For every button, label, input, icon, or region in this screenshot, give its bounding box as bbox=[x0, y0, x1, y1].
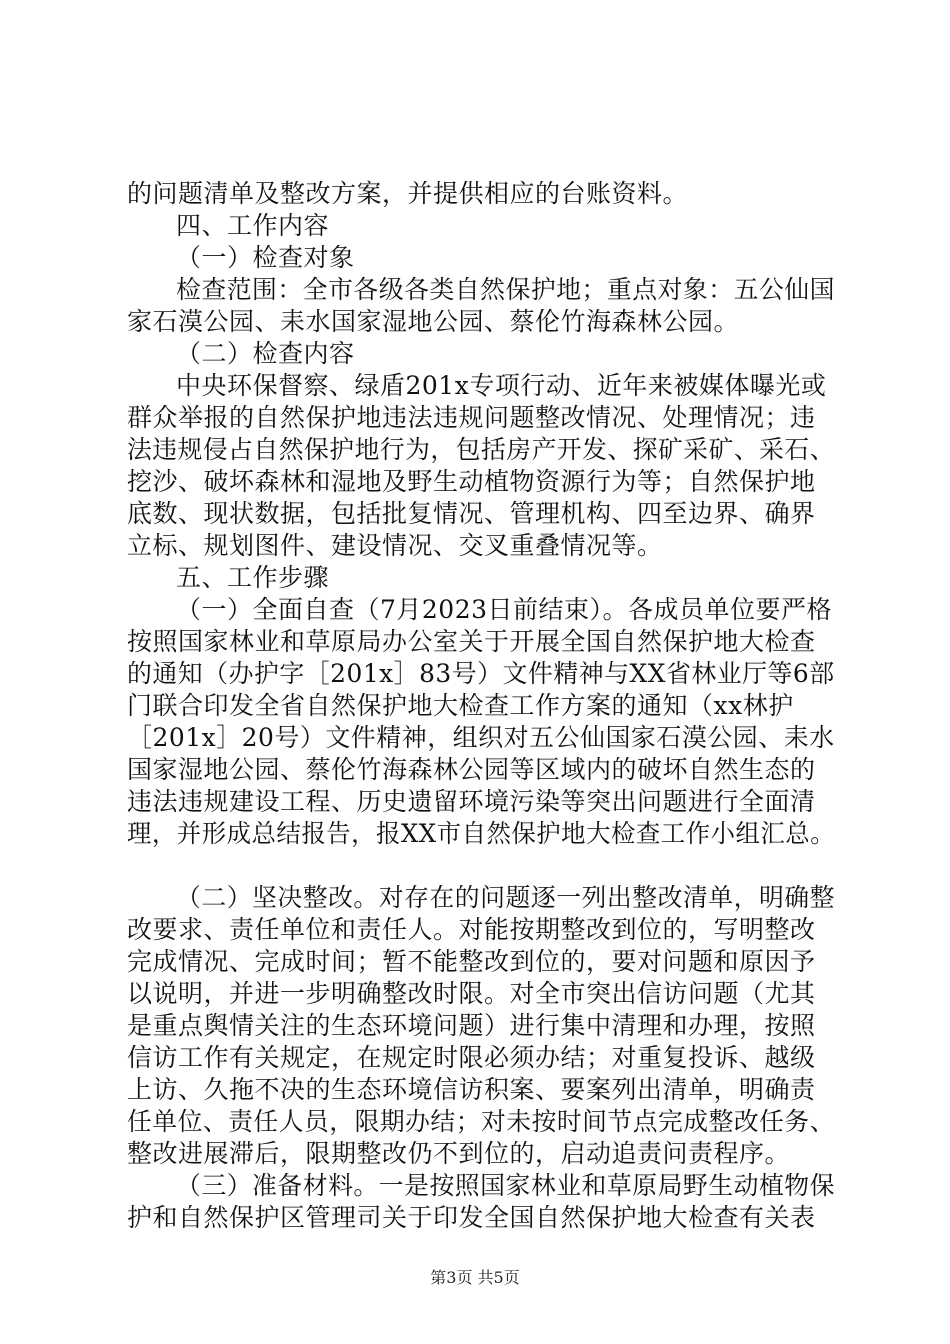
text-line: 信访工作有关规定，在规定时限必须办结；对重复投诉、越级 bbox=[127, 1043, 816, 1072]
subsection-heading: （一）检查对象 bbox=[176, 243, 355, 272]
text-line: 立标、规划图件、建设情况、交叉重叠情况等。 bbox=[127, 531, 663, 560]
text-line: 法违规侵占自然保护地行为，包括房产开发、探矿采矿、采石、 bbox=[127, 435, 836, 464]
text-line: 门联合印发全省自然保护地大检查工作方案的通知（xx林护 bbox=[127, 691, 794, 720]
text-line: （三）准备材料。一是按照国家林业和草原局野生动植物保 bbox=[176, 1171, 836, 1200]
text-line: 完成情况、完成时间；暂不能整改到位的，要对问题和原因予 bbox=[127, 947, 816, 976]
text-line: 是重点舆情关注的生态环境问题）进行集中清理和办理，按照 bbox=[127, 1011, 816, 1040]
text-line: 中央环保督察、绿盾201x专项行动、近年来被媒体曝光或 bbox=[176, 371, 827, 400]
text-line: 国家湿地公园、蔡伦竹海森林公园等区域内的破坏自然生态的 bbox=[127, 755, 816, 784]
text-line: 理，并形成总结报告，报XX市自然保护地大检查工作小组汇总。 bbox=[127, 819, 836, 848]
text-line: 检查范围：全市各级各类自然保护地；重点对象：五公仙国 bbox=[176, 275, 836, 304]
text-line: 以说明，并进一步明确整改时限。对全市突出信访问题（尤其 bbox=[127, 979, 816, 1008]
text-line: 改要求、责任单位和责任人。对能按期整改到位的，写明整改 bbox=[127, 915, 816, 944]
text-line: （二）坚决整改。对存在的问题逐一列出整改清单，明确整 bbox=[176, 883, 836, 912]
section-heading: 五、工作步骤 bbox=[176, 563, 330, 592]
text-line: 整改进展滞后，限期整改仍不到位的，启动追责问责程序。 bbox=[127, 1139, 791, 1168]
text-line: 的通知（办护字［201x］83号）文件精神与XX省林业厅等6部 bbox=[127, 659, 835, 688]
text-line: 任单位、责任人员，限期办结；对未按时间节点完成整改任务、 bbox=[127, 1107, 836, 1136]
text-line: ［201x］20号）文件精神，组织对五公仙国家石漠公园、耒水 bbox=[127, 723, 835, 752]
text-line: 群众举报的自然保护地违法违规问题整改情况、处理情况；违 bbox=[127, 403, 816, 432]
text-line: 按照国家林业和草原局办公室关于开展全国自然保护地大检查 bbox=[127, 627, 816, 656]
text-line: 底数、现状数据，包括批复情况、管理机构、四至边界、确界 bbox=[127, 499, 816, 528]
text-line: 违法违规建设工程、历史遗留环境污染等突出问题进行全面清 bbox=[127, 787, 816, 816]
page-footer: 第3页 共5页 bbox=[430, 1268, 520, 1287]
section-heading: 四、工作内容 bbox=[176, 211, 330, 240]
text-line: 的问题清单及整改方案，并提供相应的台账资料。 bbox=[127, 179, 689, 208]
subsection-heading: （二）检查内容 bbox=[176, 339, 355, 368]
text-line: 家石漠公园、耒水国家湿地公园、蔡伦竹海森林公园。 bbox=[127, 307, 740, 336]
text-line: （一）全面自查（7月2023日前结束）。各成员单位要严格 bbox=[176, 595, 833, 624]
text-line: 上访、久拖不决的生态环境信访积案、要案列出清单，明确责 bbox=[127, 1075, 816, 1104]
text-line: 护和自然保护区管理司关于印发全国自然保护地大检查有关表 bbox=[127, 1203, 816, 1232]
text-line: 挖沙、破坏森林和湿地及野生动植物资源行为等；自然保护地 bbox=[127, 467, 816, 496]
